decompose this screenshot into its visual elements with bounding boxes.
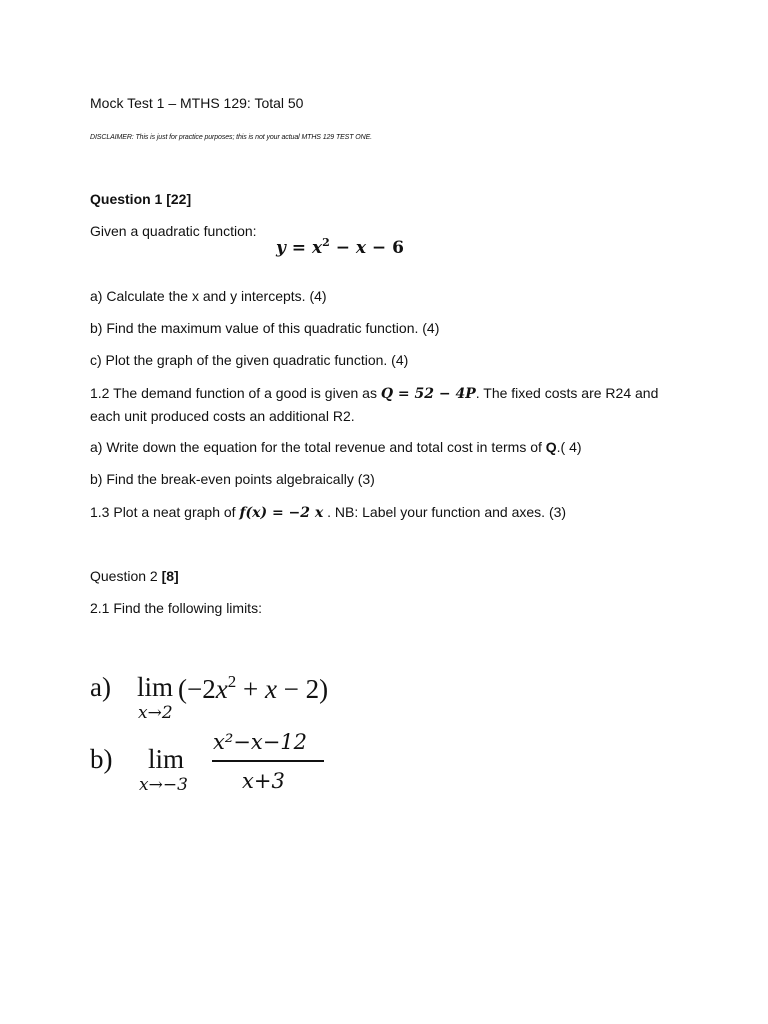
question-1-3: 1.3 Plot a neat graph of f(x) = −2 x . NB: Label your function and axes. (3)	[90, 504, 567, 521]
linear-formula: f(x) = −2 x	[239, 505, 324, 521]
fraction-bar	[212, 760, 324, 762]
question-2-heading: Question 2 [8]	[90, 568, 179, 584]
limit-a-lim: lim	[137, 672, 174, 702]
limit-b-label: b)	[90, 744, 113, 774]
limit-b-lim: lim	[148, 744, 185, 774]
limit-a	[90, 672, 410, 728]
question-1c: c) Plot the graph of the given quadratic function. (4)	[90, 352, 409, 368]
limit-a-subscript: x→2	[138, 703, 173, 723]
question-1-2-paragraph: 1.2 The demand function of a good is given as Q = 52 − 4P. The fixed costs are R24 and each unit produced costs an additional R2.	[90, 385, 659, 424]
question-2-1-intro: 2.1 Find the following limits:	[90, 600, 262, 616]
limit-b-subscript: x→−3	[139, 775, 188, 795]
question-1-heading: Question 1 [22]	[90, 191, 192, 207]
quadratic-intro: Given a quadratic function:	[90, 223, 257, 239]
limit-a-label: a)	[90, 672, 111, 702]
question-1a: a) Calculate the x and y intercepts. (4)	[90, 288, 327, 304]
question-1-2b: b) Find the break-even points algebraically (3)	[90, 471, 375, 487]
demand-formula: Q = 52 − 4P	[380, 386, 476, 402]
limit-b-denominator: x+3	[242, 769, 285, 793]
quadratic-equation: $y = x^2 - x - 6$	[276, 236, 404, 258]
limit-a-expression: $(-2x^2 + x - 2)$	[178, 672, 329, 704]
limit-b	[90, 730, 410, 800]
question-1-2a: a) Write down the equation for the total revenue and total cost in terms of Q.( 4)	[90, 439, 582, 455]
disclaimer: DISCLAIMER: This is just for practice purposes; this is not your actual MTHS 129 TEST ONE.	[90, 134, 372, 141]
question-1b: b) Find the maximum value of this quadratic function. (4)	[90, 320, 440, 336]
test-title: Mock Test 1 – MTHS 129: Total 50	[90, 95, 304, 111]
limit-b-numerator: x²−x−12	[213, 730, 308, 754]
eq-y: y	[276, 238, 286, 258]
